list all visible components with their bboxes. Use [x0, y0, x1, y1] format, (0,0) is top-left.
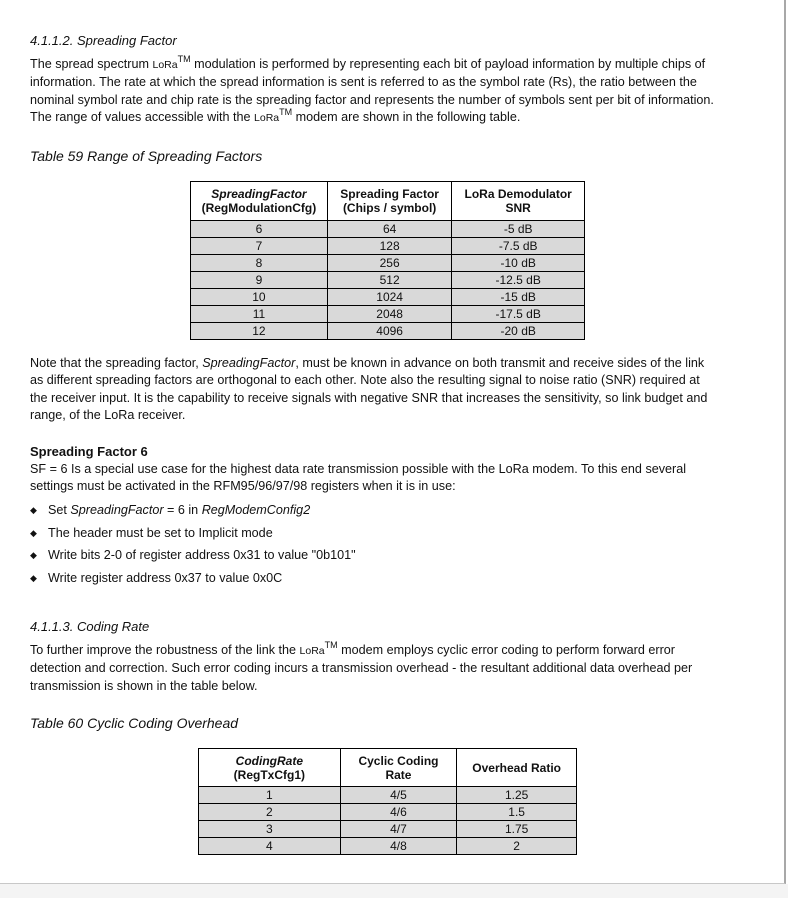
table-cell: -5 dB — [452, 221, 585, 238]
diamond-bullet-icon: ◆ — [30, 505, 37, 515]
text: The spread spectrum — [30, 57, 153, 71]
section-heading-coding-rate: 4.1.1.3. Coding Rate — [30, 619, 150, 634]
trademark: TM — [279, 106, 293, 117]
para-line: the receiver input. It is the capability to receive signals with negative SNR that increases the sensitivity, so link budget and — [30, 390, 708, 405]
table-cell: 4 — [199, 838, 341, 855]
viewer-background — [0, 884, 788, 898]
text: Write register address 0x37 to value 0x0C — [48, 570, 283, 585]
list-item — [30, 522, 356, 545]
para-line — [30, 642, 752, 660]
text: , must be known in advance on both transmit and receive sides of the link — [295, 356, 705, 370]
text: Note that the spreading factor, — [30, 356, 203, 370]
table-row — [199, 821, 577, 838]
table-cell: -10 dB — [452, 255, 585, 272]
table-cell: 4/5 — [340, 787, 457, 804]
text: modulation is performed by representing each bit of payload information by multiple chips of — [190, 57, 706, 71]
text: The range of values accessible with the — [30, 109, 255, 124]
table-cell: 4/7 — [340, 821, 457, 838]
header-line: Spreading Factor — [340, 187, 439, 201]
header-line: Cyclic Coding — [358, 753, 439, 768]
header-line: Overhead Ratio — [472, 760, 561, 775]
table-row — [191, 323, 585, 340]
trademark: TM — [324, 640, 338, 650]
table-cell: 1.75 — [457, 821, 577, 838]
para-line — [30, 355, 752, 372]
table-cell: 4/6 — [340, 804, 457, 821]
table-cell: 1024 — [327, 289, 452, 306]
table-cell: 2048 — [327, 306, 452, 323]
para-line — [30, 56, 752, 74]
table-cell: 9 — [191, 272, 328, 289]
table-row — [199, 787, 577, 804]
table-60-caption: Table 60 Cyclic Coding Overhead — [30, 715, 239, 731]
table-row — [191, 306, 585, 323]
table-cell: 2 — [199, 804, 341, 821]
spreading-factor-note-paragraph — [30, 355, 752, 424]
list-item — [30, 567, 356, 590]
lora-brand: LoRa — [254, 111, 280, 124]
header-line: (Chips / symbol) — [342, 201, 437, 215]
text: To further improve the robustness of the link the — [30, 643, 300, 657]
table-header-row — [199, 749, 577, 787]
list-item — [30, 544, 356, 567]
table-cell: 10 — [191, 289, 328, 306]
sf6-paragraph — [30, 461, 752, 496]
text: The header must be set to Implicit mode — [48, 525, 273, 540]
sf6-settings-list — [30, 499, 356, 589]
column-header — [199, 749, 341, 787]
list-item — [30, 499, 356, 522]
spreading-factor-table — [190, 181, 585, 340]
table-cell: -12.5 dB — [452, 272, 585, 289]
para-line: SF = 6 Is a special use case for the highest data rate transmission possible with the LoRa modem. To this end several — [30, 462, 687, 476]
table-cell: 128 — [327, 238, 452, 255]
para-line: detection and correction. Such error coding incurs a transmission overhead - the resultant additional data overhead per — [30, 661, 693, 676]
table-cell: 64 — [327, 221, 452, 238]
table-cell: -20 dB — [452, 323, 585, 340]
lora-brand: LoRa — [299, 645, 325, 657]
table-cell: 1.25 — [457, 787, 577, 804]
coding-rate-table — [198, 748, 577, 855]
diamond-bullet-icon: ◆ — [30, 572, 37, 583]
table-row — [191, 238, 585, 255]
table-row — [191, 272, 585, 289]
italic-term: RegModemConfig2 — [201, 503, 311, 517]
table-cell: -17.5 dB — [452, 306, 585, 323]
column-header — [340, 749, 457, 787]
table-cell: 7 — [191, 238, 328, 255]
table-cell: 6 — [191, 221, 328, 238]
header-line: Rate — [385, 767, 412, 782]
table-59-caption: Table 59 Range of Spreading Factors — [30, 148, 263, 164]
table-cell: -7.5 dB — [452, 238, 585, 255]
table-cell: 512 — [327, 272, 452, 289]
spreading-factor-intro-paragraph — [30, 56, 752, 127]
table-row — [191, 289, 585, 306]
header-line: (RegModulationCfg) — [201, 201, 317, 215]
header-line: (RegTxCfg1) — [233, 767, 305, 782]
para-line: as different spreading factors are orthogonal to each other. Note also the resulting signal to noise ratio (SNR) required at — [30, 373, 700, 388]
table-cell: 4/8 — [340, 838, 457, 855]
column-header — [457, 749, 577, 787]
table-cell: 12 — [191, 323, 328, 340]
table-cell: 8 — [191, 255, 328, 272]
para-line: range, of the LoRa receiver. — [30, 407, 186, 422]
table-cell: 256 — [327, 255, 452, 272]
para-line: information. The rate at which the spread information is sent is referred to as the symbol rate (Rs), the ratio between the — [30, 75, 697, 90]
diamond-bullet-icon: ◆ — [30, 527, 37, 538]
text: modem employs cyclic error coding to perform forward error — [337, 643, 675, 657]
table-cell: 11 — [191, 306, 328, 323]
table-cell: 1.5 — [457, 804, 577, 821]
header-line: LoRa Demodulator — [464, 187, 572, 201]
section-heading-spreading-factor: 4.1.1.2. Spreading Factor — [30, 33, 177, 48]
table-cell: 4096 — [327, 323, 452, 340]
header-line: CodingRate — [235, 753, 303, 768]
sf6-heading: Spreading Factor 6 — [30, 444, 148, 459]
lora-brand: LoRa — [152, 59, 178, 71]
table-cell: 3 — [199, 821, 341, 838]
header-line: SpreadingFactor — [211, 187, 307, 201]
table-cell: 2 — [457, 838, 577, 855]
column-header — [191, 182, 328, 221]
italic-term: SpreadingFactor — [70, 503, 164, 517]
trademark: TM — [177, 54, 191, 64]
table-row — [191, 221, 585, 238]
text: Write bits 2-0 of register address 0x31 to value "0b101" — [48, 548, 356, 562]
diamond-bullet-icon: ◆ — [30, 550, 37, 560]
table-row — [191, 255, 585, 272]
table-header-row — [191, 182, 585, 221]
italic-term: SpreadingFactor — [202, 356, 296, 370]
table-row — [199, 838, 577, 855]
text: = 6 in — [163, 503, 202, 517]
para-line: transmission is shown in the table below. — [30, 678, 258, 693]
table-cell: 1 — [199, 787, 341, 804]
para-line — [30, 106, 752, 127]
text: modem are shown in the following table. — [292, 109, 521, 124]
header-line: SNR — [505, 201, 531, 215]
table-row — [199, 804, 577, 821]
text: Set — [48, 503, 71, 517]
column-header — [452, 182, 585, 221]
para-line: settings must be activated in the RFM95/96/97/98 registers when it is in use: — [30, 479, 456, 494]
coding-rate-paragraph — [30, 642, 752, 695]
column-header — [327, 182, 452, 221]
table-cell: -15 dB — [452, 289, 585, 306]
para-line: nominal symbol rate and chip rate is the spreading factor and represents the number of symbols sent per bit of information. — [30, 92, 714, 107]
